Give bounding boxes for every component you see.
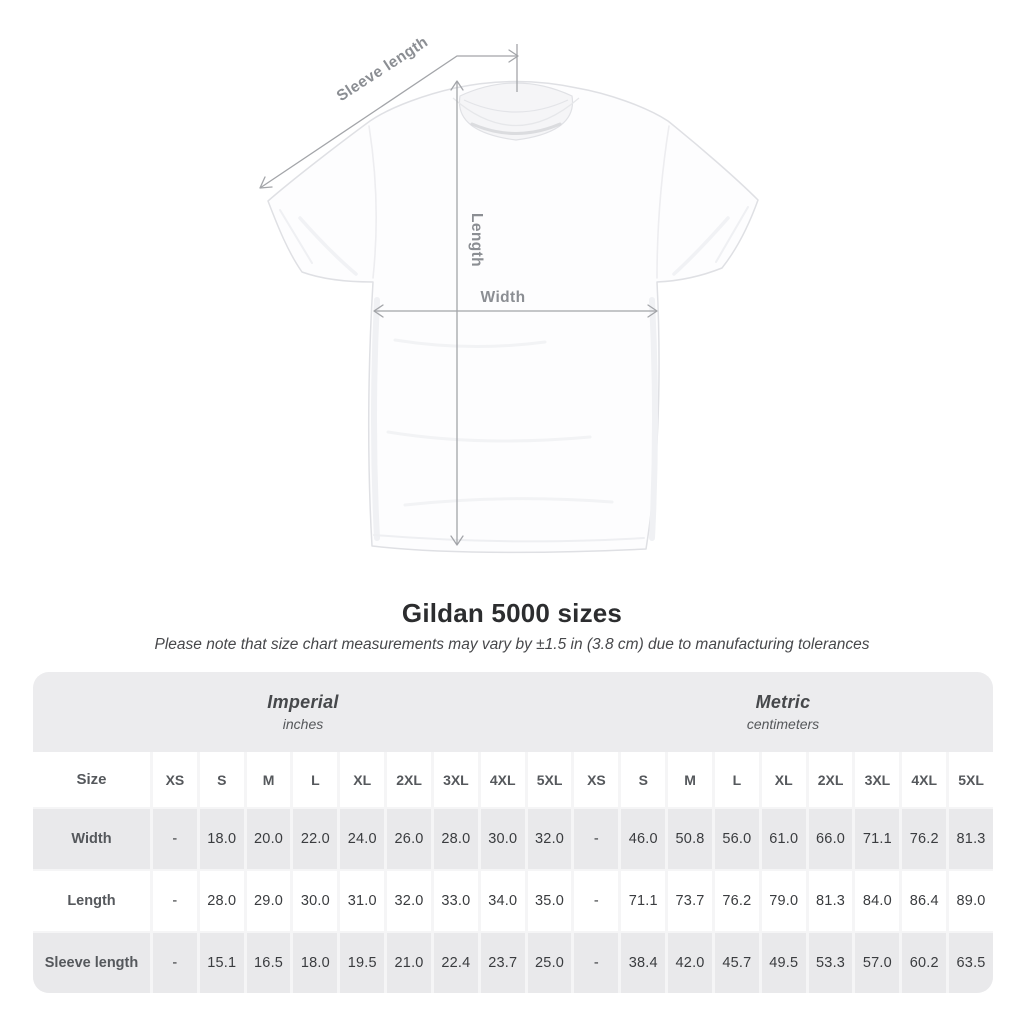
sleeve-length-label: Sleeve length	[333, 33, 432, 105]
cell-length-metric-4xl: 86.4	[902, 871, 946, 931]
cell-sleeve-length-imperial-s: 15.1	[200, 933, 244, 993]
cell-length-imperial-m: 29.0	[247, 871, 291, 931]
cell-length-imperial-2xl: 32.0	[387, 871, 431, 931]
col-header-imperial-3xl: 3XL	[434, 752, 478, 807]
cell-sleeve-length-imperial-xs: -	[153, 933, 197, 993]
cell-length-imperial-l: 30.0	[293, 871, 337, 931]
cell-width-metric-l: 56.0	[715, 809, 759, 869]
cell-sleeve-length-metric-xl: 49.5	[762, 933, 806, 993]
cell-width-imperial-s: 18.0	[200, 809, 244, 869]
col-header-imperial-4xl: 4XL	[481, 752, 525, 807]
cell-width-metric-4xl: 76.2	[902, 809, 946, 869]
col-header-metric-xs: XS	[574, 752, 618, 807]
col-header-metric-xl: XL	[762, 752, 806, 807]
cell-width-imperial-xs: -	[153, 809, 197, 869]
row-label-sleeve-length: Sleeve length	[33, 933, 150, 993]
cell-sleeve-length-metric-3xl: 57.0	[855, 933, 899, 993]
cell-width-metric-2xl: 66.0	[809, 809, 853, 869]
imperial-group-label: Imperial	[267, 692, 339, 712]
cell-sleeve-length-metric-4xl: 60.2	[902, 933, 946, 993]
cell-length-metric-xl: 79.0	[762, 871, 806, 931]
cell-length-metric-3xl: 84.0	[855, 871, 899, 931]
metric-group-label: Metric	[755, 692, 811, 712]
col-header-imperial-l: L	[293, 752, 337, 807]
cell-width-metric-m: 50.8	[668, 809, 712, 869]
col-header-imperial-m: M	[247, 752, 291, 807]
cell-width-imperial-5xl: 32.0	[528, 809, 572, 869]
col-header-size: Size	[33, 752, 150, 807]
col-header-imperial-xs: XS	[153, 752, 197, 807]
cell-sleeve-length-metric-xs: -	[574, 933, 618, 993]
size-table-grid	[33, 752, 993, 993]
row-label-width: Width	[33, 809, 150, 869]
col-header-imperial-2xl: 2XL	[387, 752, 431, 807]
cell-length-imperial-xl: 31.0	[340, 871, 384, 931]
cell-length-imperial-5xl: 35.0	[528, 871, 572, 931]
cell-width-metric-xs: -	[574, 809, 618, 869]
cell-width-imperial-xl: 24.0	[340, 809, 384, 869]
cell-width-imperial-m: 20.0	[247, 809, 291, 869]
col-header-imperial-xl: XL	[340, 752, 384, 807]
cell-length-imperial-3xl: 33.0	[434, 871, 478, 931]
cell-length-metric-2xl: 81.3	[809, 871, 853, 931]
col-header-metric-4xl: 4XL	[902, 752, 946, 807]
cell-width-imperial-3xl: 28.0	[434, 809, 478, 869]
cell-width-imperial-l: 22.0	[293, 809, 337, 869]
imperial-group-header	[33, 672, 573, 752]
cell-sleeve-length-metric-m: 42.0	[668, 933, 712, 993]
col-header-metric-s: S	[621, 752, 665, 807]
cell-sleeve-length-imperial-m: 16.5	[247, 933, 291, 993]
col-header-metric-m: M	[668, 752, 712, 807]
cell-length-metric-s: 71.1	[621, 871, 665, 931]
length-label: Length	[468, 212, 485, 268]
cell-length-imperial-s: 28.0	[200, 871, 244, 931]
cell-length-metric-5xl: 89.0	[949, 871, 993, 931]
col-header-metric-2xl: 2XL	[809, 752, 853, 807]
cell-sleeve-length-imperial-l: 18.0	[293, 933, 337, 993]
unit-group-header	[33, 672, 993, 752]
cell-sleeve-length-metric-2xl: 53.3	[809, 933, 853, 993]
tshirt-outline	[268, 82, 758, 553]
cell-sleeve-length-metric-l: 45.7	[715, 933, 759, 993]
cell-length-imperial-xs: -	[153, 871, 197, 931]
cell-width-metric-3xl: 71.1	[855, 809, 899, 869]
metric-group-header	[573, 672, 993, 752]
imperial-group-unit: inches	[282, 716, 324, 732]
width-label: Width	[480, 289, 526, 306]
cell-width-imperial-2xl: 26.0	[387, 809, 431, 869]
cell-sleeve-length-imperial-2xl: 21.0	[387, 933, 431, 993]
cell-width-imperial-4xl: 30.0	[481, 809, 525, 869]
metric-group-unit: centimeters	[746, 716, 820, 732]
cell-width-metric-5xl: 81.3	[949, 809, 993, 869]
cell-length-imperial-4xl: 34.0	[481, 871, 525, 931]
size-table	[33, 672, 993, 993]
cell-length-metric-xs: -	[574, 871, 618, 931]
cell-sleeve-length-imperial-xl: 19.5	[340, 933, 384, 993]
cell-width-metric-xl: 61.0	[762, 809, 806, 869]
cell-width-metric-s: 46.0	[621, 809, 665, 869]
col-header-metric-l: L	[715, 752, 759, 807]
row-label-length: Length	[33, 871, 150, 931]
col-header-imperial-s: S	[200, 752, 244, 807]
cell-sleeve-length-imperial-4xl: 23.7	[481, 933, 525, 993]
cell-sleeve-length-metric-s: 38.4	[621, 933, 665, 993]
cell-length-metric-m: 73.7	[668, 871, 712, 931]
page-title: Gildan 5000 sizes	[401, 598, 623, 628]
cell-length-metric-l: 76.2	[715, 871, 759, 931]
cell-sleeve-length-imperial-3xl: 22.4	[434, 933, 478, 993]
col-header-metric-5xl: 5XL	[949, 752, 993, 807]
cell-sleeve-length-metric-5xl: 63.5	[949, 933, 993, 993]
tolerance-note: Please note that size chart measurements may vary by ±1.5 in (3.8 cm) due to manufacturing tolerances	[154, 636, 870, 653]
cell-sleeve-length-imperial-5xl: 25.0	[528, 933, 572, 993]
col-header-imperial-5xl: 5XL	[528, 752, 572, 807]
col-header-metric-3xl: 3XL	[855, 752, 899, 807]
